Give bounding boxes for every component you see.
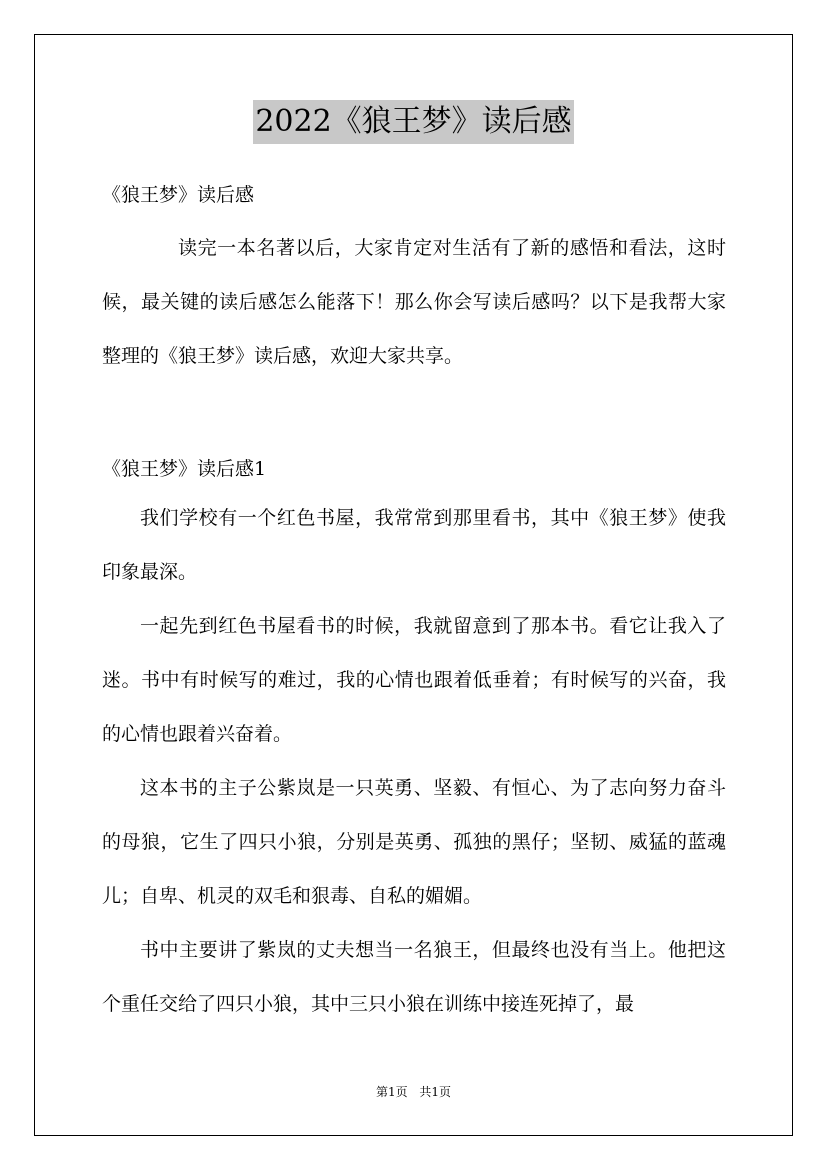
document-subtitle: 《狼王梦》读后感: [102, 184, 255, 206]
paragraph-2: 一起先到红色书屋看书的时候，我就留意到了那本书。看它让我入了迷。书中有时候写的难过，我的心情也跟着低垂着；有时候写的兴奋，我的心情也跟着兴奋着。: [102, 615, 726, 745]
paragraph-4: 书中主要讲了紫岚的丈夫想当一名狼王，但最终也没有当上。他把这个重任交给了四只小狼，其中三只小狼在训练中接连死掉了，最: [102, 939, 726, 1015]
paragraph-3: 这本书的主子公紫岚是一只英勇、坚毅、有恒心、为了志向努力奋斗的母狼，它生了四只小狼，分别是英勇、孤独的黑仔；坚韧、威猛的蓝魂儿；自卑、机灵的双毛和狠毒、自私的媚媚。: [102, 777, 726, 907]
page-total: 共1页: [419, 1085, 452, 1099]
section-heading: 《狼王梦》读后感1: [102, 458, 267, 480]
page-number: 第1页: [375, 1085, 408, 1099]
page-footer: [0, 1083, 827, 1100]
intro-paragraph: 读完一本名著以后，大家肯定对生活有了新的感悟和看法，这时候，最关键的读后感怎么能落下！那么你会写读后感吗？以下是我帮大家整理的《狼王梦》读后感，欢迎大家共享。: [102, 237, 726, 367]
title-container: [0, 100, 827, 144]
document-title: 2022《狼王梦》读后感: [253, 100, 573, 144]
paragraph-1: 我们学校有一个红色书屋，我常常到那里看书，其中《狼王梦》使我印象最深。: [102, 507, 726, 583]
